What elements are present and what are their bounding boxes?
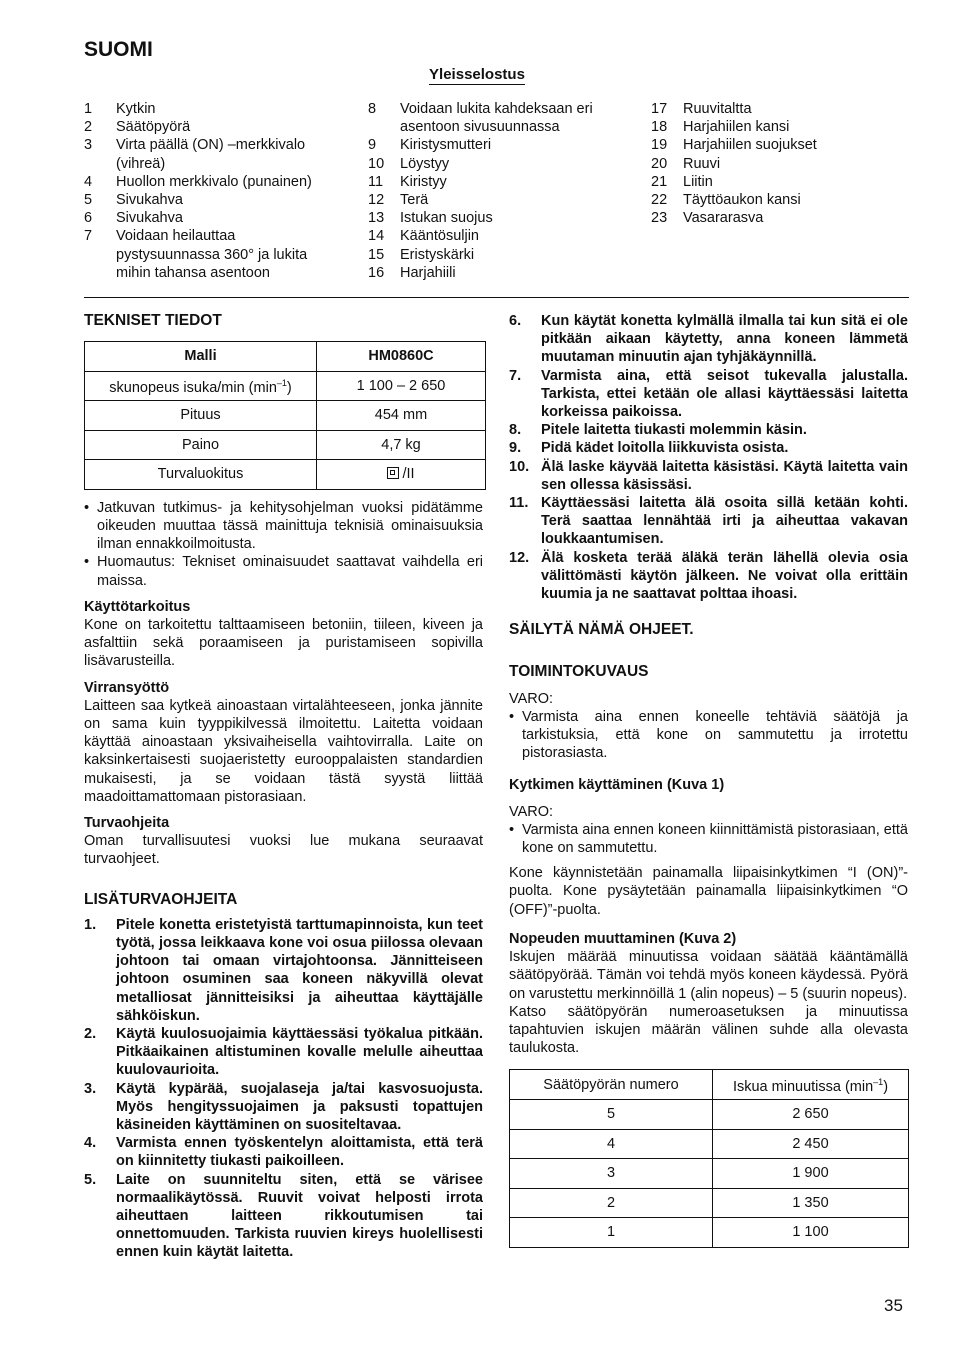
list-item: 10. Älä laske käyvää laitetta käsistäsi. Käytä laitetta vain sen ollessa käsissäsi.	[509, 458, 908, 493]
section-divider	[84, 297, 909, 298]
list-item: 2 Säätöpyörä	[84, 119, 191, 136]
save-instructions: SÄILYTÄ NÄMÄ OHJEET.	[509, 621, 694, 639]
list-item: 15 Eristyskärki	[368, 246, 475, 263]
caution-label: VARO:	[509, 803, 554, 820]
list-item: 9. Pidä kädet loitolla liikkuvista osista.	[509, 440, 789, 457]
table-row: 5 2 650	[510, 1100, 909, 1130]
parts-list-col1	[84, 100, 354, 282]
safety-heading: LISÄTURVAOHJEITA	[84, 890, 238, 908]
speed-table	[509, 1069, 909, 1248]
list-item: 6. Kun käytät konetta kylmällä ilmalla tai kun sitä ei ole pitkään aikaan käytetty, anna koneen lämmetä muutaman minuutin ajan tyhjäkäynnillä.	[509, 313, 908, 366]
table-row: Turvaluokitus /II	[85, 460, 486, 490]
list-item: 22 Täyttöaukon kansi	[651, 192, 801, 209]
list-item: 1 Kytkin	[84, 101, 156, 117]
specs-notes	[84, 499, 483, 590]
speed-title: Nopeuden muuttaminen (Kuva 2)	[509, 930, 737, 947]
table-row: Malli HM0860C	[85, 342, 486, 372]
switch-text: Kone käynnistetään painamalla liipaisinkytkimen “I (ON)”-puolta. Kone pysäytetään painamalla liipaisinkytkimen “O (OFF)”-puolta.	[509, 865, 908, 918]
right-column	[509, 312, 908, 1248]
list-item: 11 Kiristyy	[368, 173, 447, 190]
table-row: skunopeus isuka/min $(\min^{-1})$ 1 100 – 2 650	[85, 371, 486, 401]
intended-use-title: Käyttötarkoitus	[84, 598, 191, 615]
left-column	[84, 312, 483, 1262]
list-item: 14 Kääntösuljin	[368, 228, 479, 245]
list-item: 20 Ruuvi	[651, 155, 721, 172]
list-item: • Varmista aina ennen koneelle tehtäviä säätöjä ja tarkistuksia, että kone on sammutettu ja irrotettu pistorasiasta.	[509, 708, 908, 762]
table-row: 4 2 450	[510, 1129, 909, 1159]
table-row: Paino 4,7 kg	[85, 430, 486, 460]
power-supply-title: Virransyöttö	[84, 679, 170, 696]
safety-info-title: Turvaohjeita	[84, 814, 170, 831]
list-item: 4. Varmista ennen työskentelyn aloittamista, että terä on kiinnitetty tiukasti paikoilleen.	[84, 1135, 483, 1170]
list-item: 16 Harjahiili	[368, 264, 456, 281]
safety-info-text: Oman turvallisuutesi vuoksi lue mukana seuraavat turvaohjeet.	[84, 833, 483, 868]
table-row: Pituus 454 mm	[85, 401, 486, 431]
list-item: 6 Sivukahva	[84, 210, 183, 227]
list-item: 4 Huollon merkkivalo (punainen)	[84, 173, 312, 190]
list-item: 12. Älä kosketa terää äläkä terän lähellä olevia osia välittömästi käytön jälkeen. Ne voivat olla erittäin kuumia ja ne saattavat polttaa ihoasi.	[509, 549, 908, 603]
list-item: 7 Voidaan heilauttaa pystysuunnassa 360° ja lukita mihin tahansa asentoon	[84, 228, 308, 281]
speed-text2: Katso säätöpyörän numeroasetuksen ja minuutissa tapahtuvien iskujen määrän välinen suhde alla olevasta taulukosta.	[509, 1003, 908, 1057]
list-item: 9 Kiristysmutteri	[368, 137, 492, 154]
speed-text1: Iskujen määrää minuutissa voidaan säätää kääntämällä säätöpyörää. Tämän voi tehdä myös koneen käydessä. Pyörä on varustettu merkinnöillä 1 (alin nopeus) – 5 (suurin nopeus).	[509, 949, 908, 1002]
list-item: • Huomautus: Tekniset ominaisuudet saattavat vaihdella eri maissa.	[84, 554, 483, 589]
page-number: 35	[884, 1296, 903, 1315]
table-row: 2 1 350	[510, 1188, 909, 1218]
list-item: 2. Käytä kuulosuojaimia käyttäessäsi työkalua pitkään. Pitkäaikainen altistuminen kovalle melulle aiheuttaa kuulovaurioita.	[84, 1025, 483, 1079]
list-item: 8 Voidaan lukita kahdeksaan eri asentoon sivusuunnassa	[368, 101, 593, 136]
function-heading: TOIMINTOKUVAUS	[509, 663, 649, 681]
list-item: 5. Laite on suunniteltu siten, että se värisee normaalikäytössä. Ruuvit voivat helposti irrota aiheuttaen laitteen rikkoutumisen tai onnettomuuden. Tarkista ruuvien kireys huolellisesti ennen kuin käytät laitetta.	[84, 1171, 483, 1261]
list-item: 12 Terä	[368, 192, 429, 209]
list-item: • Varmista aina ennen koneen kiinnittämistä pistorasiaan, että kone on sammutettu.	[509, 821, 908, 857]
double-insulation-icon	[387, 467, 399, 479]
parts-list-col3	[651, 100, 911, 227]
list-item: 19 Harjahiilen suojukset	[651, 137, 817, 154]
list-item: 17 Ruuvitaltta	[651, 101, 752, 117]
list-item: • Jatkuvan tutkimus- ja kehitysohjelman vuoksi pidätämme oikeuden muuttaa tässä mainittuja teknisiä ominaisuuksia ilman ennakkoilmoitusta.	[84, 499, 483, 553]
list-item: 18 Harjahiilen kansi	[651, 119, 790, 136]
specs-heading: TEKNISET TIEDOT	[84, 312, 222, 329]
list-item: 7. Varmista aina, että seisot tukevalla jalustalla. Tarkista, ettei ketään ole allasi käyttäessäsi laitetta korkeissa paikoissa.	[509, 367, 908, 421]
parts-title: Yleisselostus	[429, 66, 525, 83]
table-row: Säätöpyörän numero Iskua minuutissa $(\min^{-1})$	[510, 1070, 909, 1100]
table-row: 1 1 100	[510, 1218, 909, 1248]
list-item: 10 Löystyy	[368, 155, 450, 172]
specs-table	[84, 341, 486, 490]
list-item: 3. Käytä kypärää, suojalaseja ja/tai kasvosuojusta. Myös hengityssuojaimen ja paksusti topattujen käsineiden käyttäminen on suositeltavaa.	[84, 1080, 483, 1133]
power-supply-text: Laitteen saa kytkeä ainoastaan virtalähteeseen, jonka jännite on sama kuin tyyppikilvessä ilmoitettu. Laitetta voidaan käyttää ainoastaan yksivaiheisella vaihtovirralla. Laite on kaksinkertaisesti suojaeristetty eurooppalaisten standardien mukaisesti, ja se voidaan tästä syystä liittää maadoittamattomaan pistorasiaan.	[84, 697, 483, 805]
list-item: 13 Istukan suojus	[368, 210, 493, 227]
list-item: 23 Vasararasva	[651, 210, 764, 227]
caution-label: VARO:	[509, 690, 554, 707]
intended-use-text: Kone on tarkoitettu talttaamiseen betoniin, tiileen, kiveen ja asfalttiin sekä poraamiseen ja puristamiseen sopivilla lisävarusteilla.	[84, 616, 483, 670]
switch-title: Kytkimen käyttäminen (Kuva 1)	[509, 777, 725, 794]
table-row: 3 1 900	[510, 1159, 909, 1189]
list-item: 3 Virta päällä (ON) –merkkivalo (vihreä)	[84, 137, 306, 172]
language-heading: SUOMI	[84, 38, 153, 61]
list-item: 5 Sivukahva	[84, 192, 183, 209]
list-item: 1. Pitele konetta eristetyistä tarttumapinnoista, kun teet työtä, jossa leikkaava kone voi osua piilossa olevaan johtoon tai omaan virtajohtoonsa. Jännitteiseen johtoon osuminen saa koneen näkyvillä olevat metalliosat jännitteisiksi ja aiheuttaa käyttäjälle sähköiskun.	[84, 916, 483, 1024]
parts-list-col2	[368, 100, 638, 282]
list-item: 21 Liitin	[651, 173, 713, 190]
list-item: 11. Käyttäessäsi laitetta älä osoita sillä ketään kohti. Terä saattaa lennähtää irti ja aiheuttaa vakavan loukkaantumisen.	[509, 495, 908, 548]
list-item: 8. Pitele laitetta tiukasti molemmin käsin.	[509, 422, 807, 439]
